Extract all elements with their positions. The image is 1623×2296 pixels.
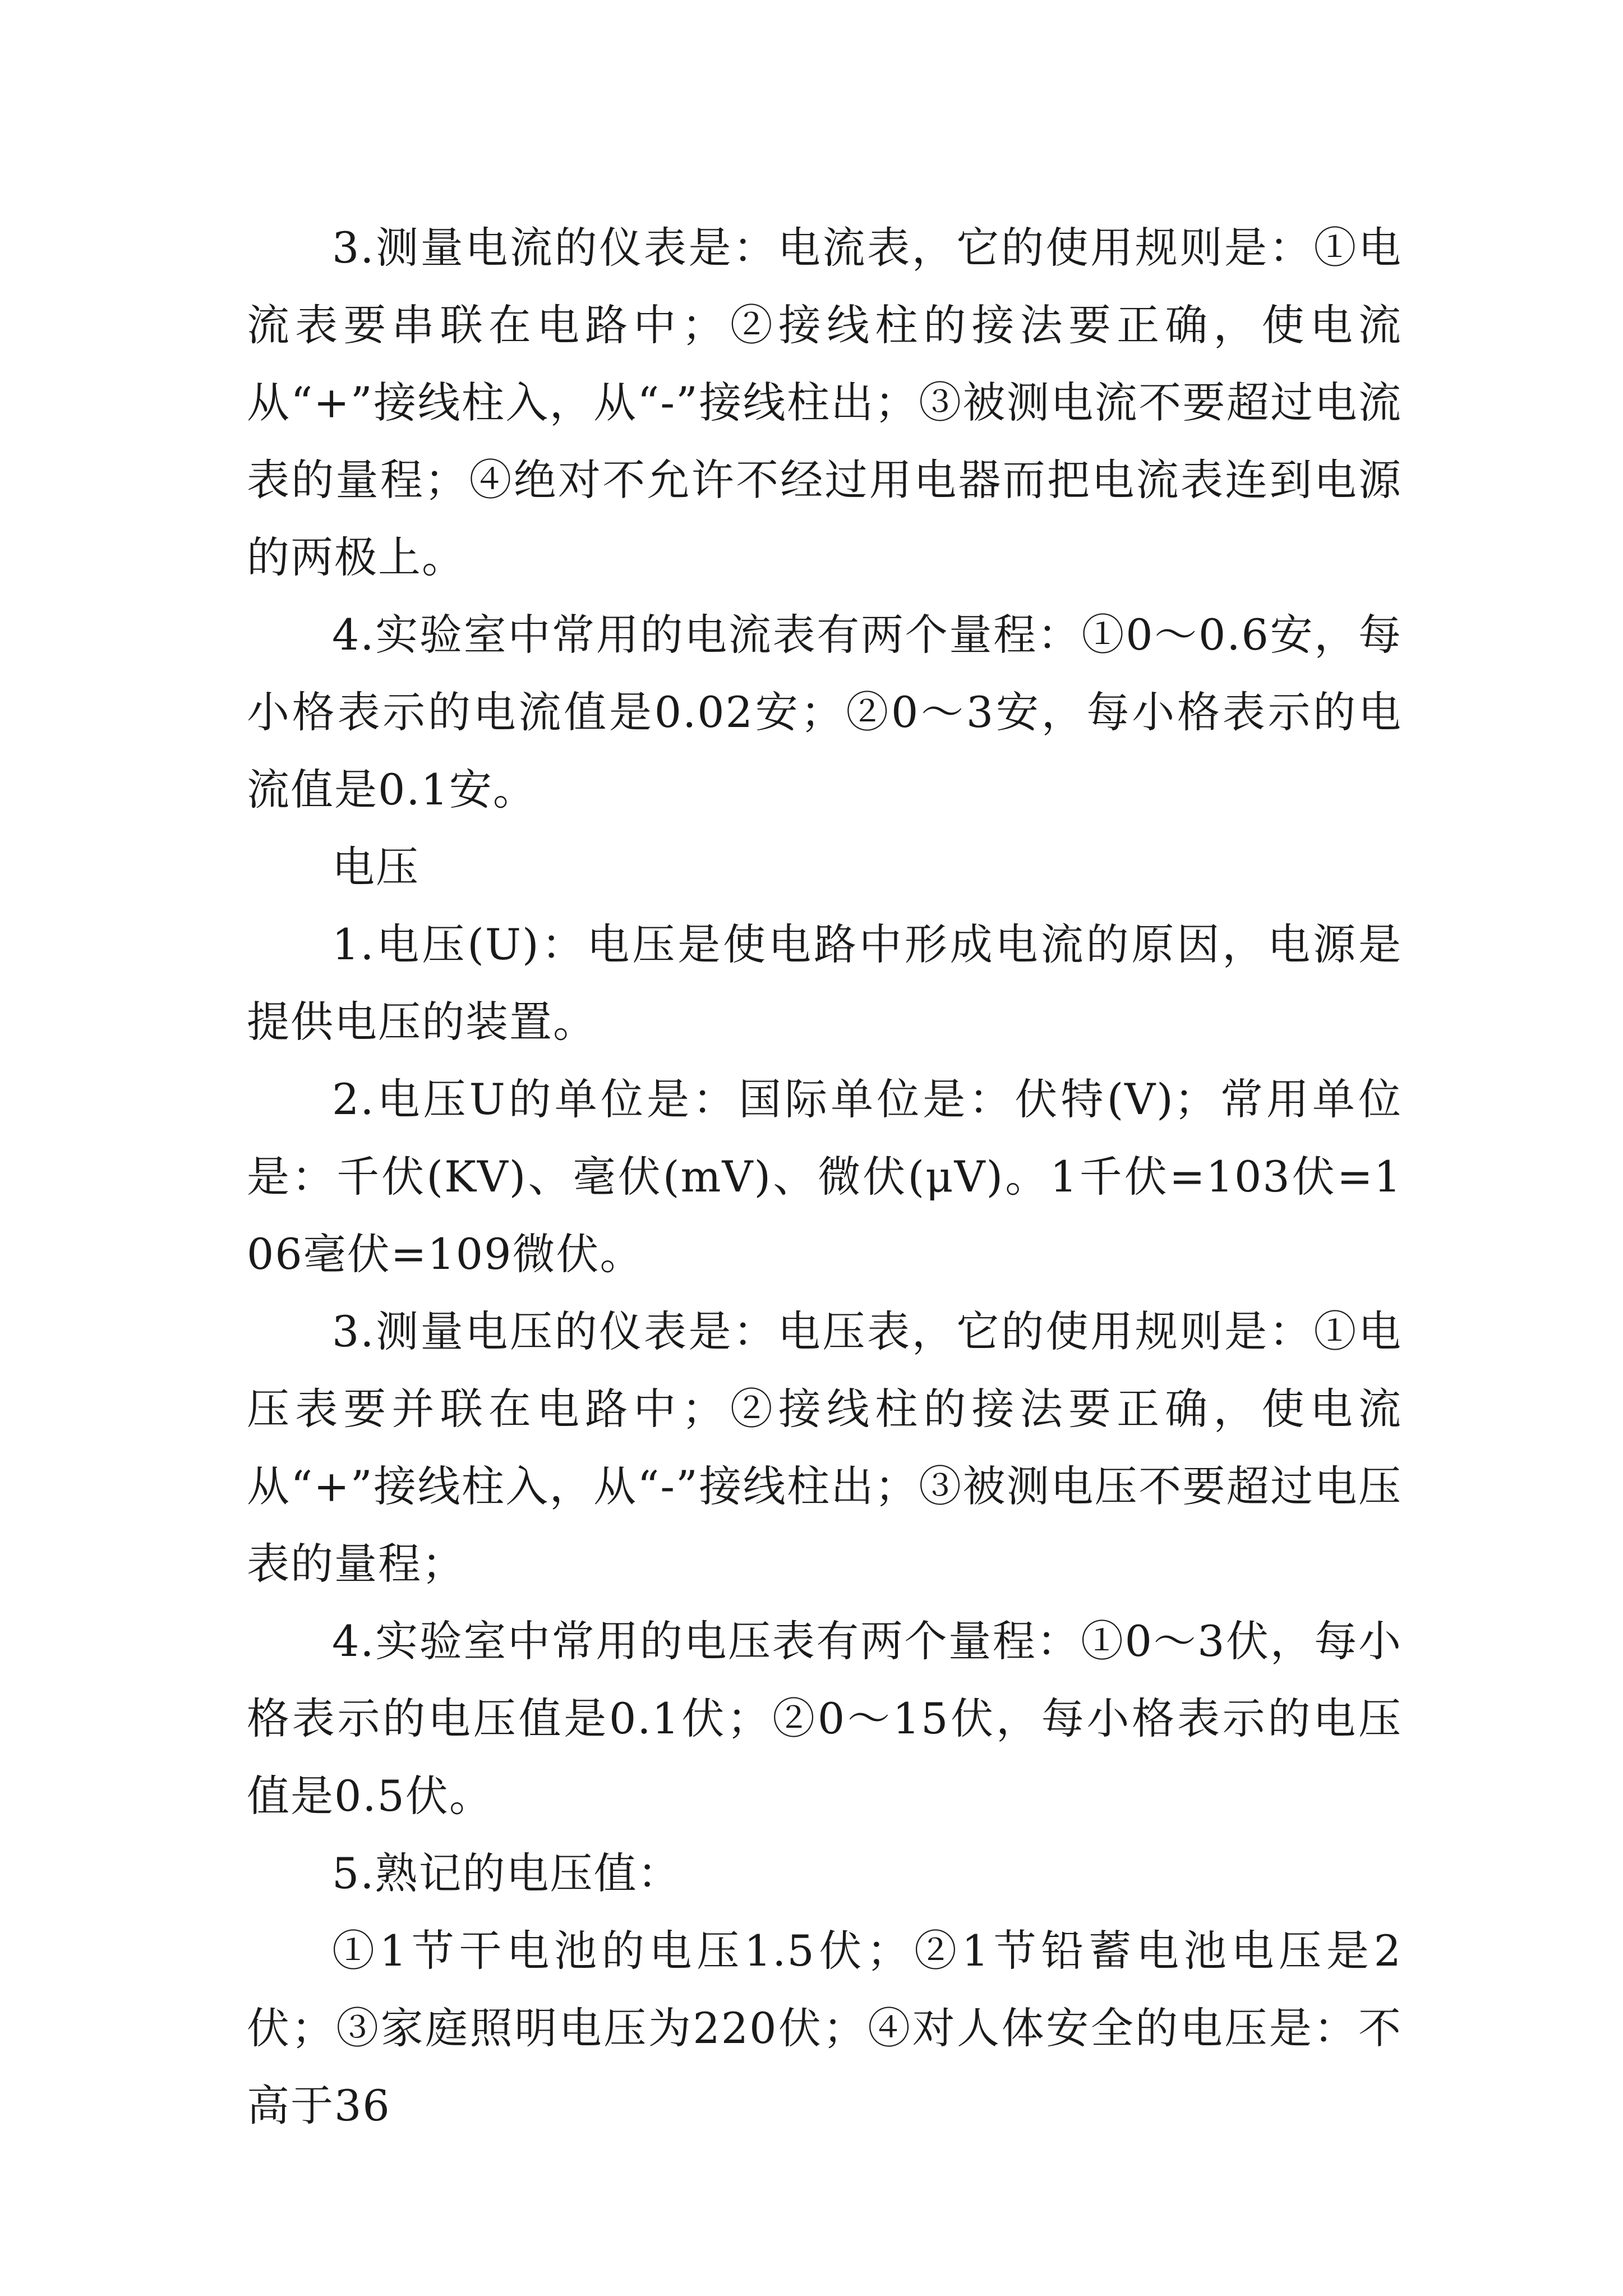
paragraph-common-voltages-title: 5.熟记的电压值： (332, 1848, 681, 1898)
paragraph-ammeter-ranges: 4.实验室中常用的电流表有两个量程：①0～0.6安，每小格表示的电流值是0.02安；②0～3安，每小格表示的电流值是0.1安。 (247, 610, 1402, 815)
paragraph-voltage-definition: 1.电压(U)：电压是使电路中形成电流的原因，电源是提供电压的装置。 (247, 919, 1402, 1047)
paragraph-voltmeter-rules: 3.测量电压的仪表是：电压表，它的使用规则是：①电压表要并联在电路中；②接线柱的接法要正确，使电流从“+”接线柱入，从“-”接线柱出；③被测电压不要超过电压表的量程； (247, 1306, 1402, 1589)
paragraph-voltmeter-ranges: 4.实验室中常用的电压表有两个量程：①0～3伏，每小格表示的电压值是0.1伏；②0～15伏，每小格表示的电压值是0.5伏。 (247, 1616, 1402, 1821)
paragraph-common-voltages: ①1节干电池的电压1.5伏；②1节铅蓄电池电压是2伏；③家庭照明电压为220伏；④对人体安全的电压是：不高于36 (247, 1926, 1402, 2131)
section-heading-voltage: 电压 (332, 842, 419, 892)
paragraph-ammeter-rules: 3.测量电流的仪表是：电流表，它的使用规则是：①电流表要串联在电路中；②接线柱的接法要正确，使电流从“+”接线柱入，从“-”接线柱出；③被测电流不要超过电流表的量程；④绝对不允许不经过用电器而把电流表连到电源的两极上。 (247, 223, 1402, 582)
document-page (247, 209, 1402, 2145)
paragraph-voltage-units: 2.电压U的单位是：国际单位是：伏特(V)；常用单位是：千伏(KV)、毫伏(mV)、微伏(μV)。1千伏=103伏=106毫伏=109微伏。 (247, 1074, 1402, 1279)
